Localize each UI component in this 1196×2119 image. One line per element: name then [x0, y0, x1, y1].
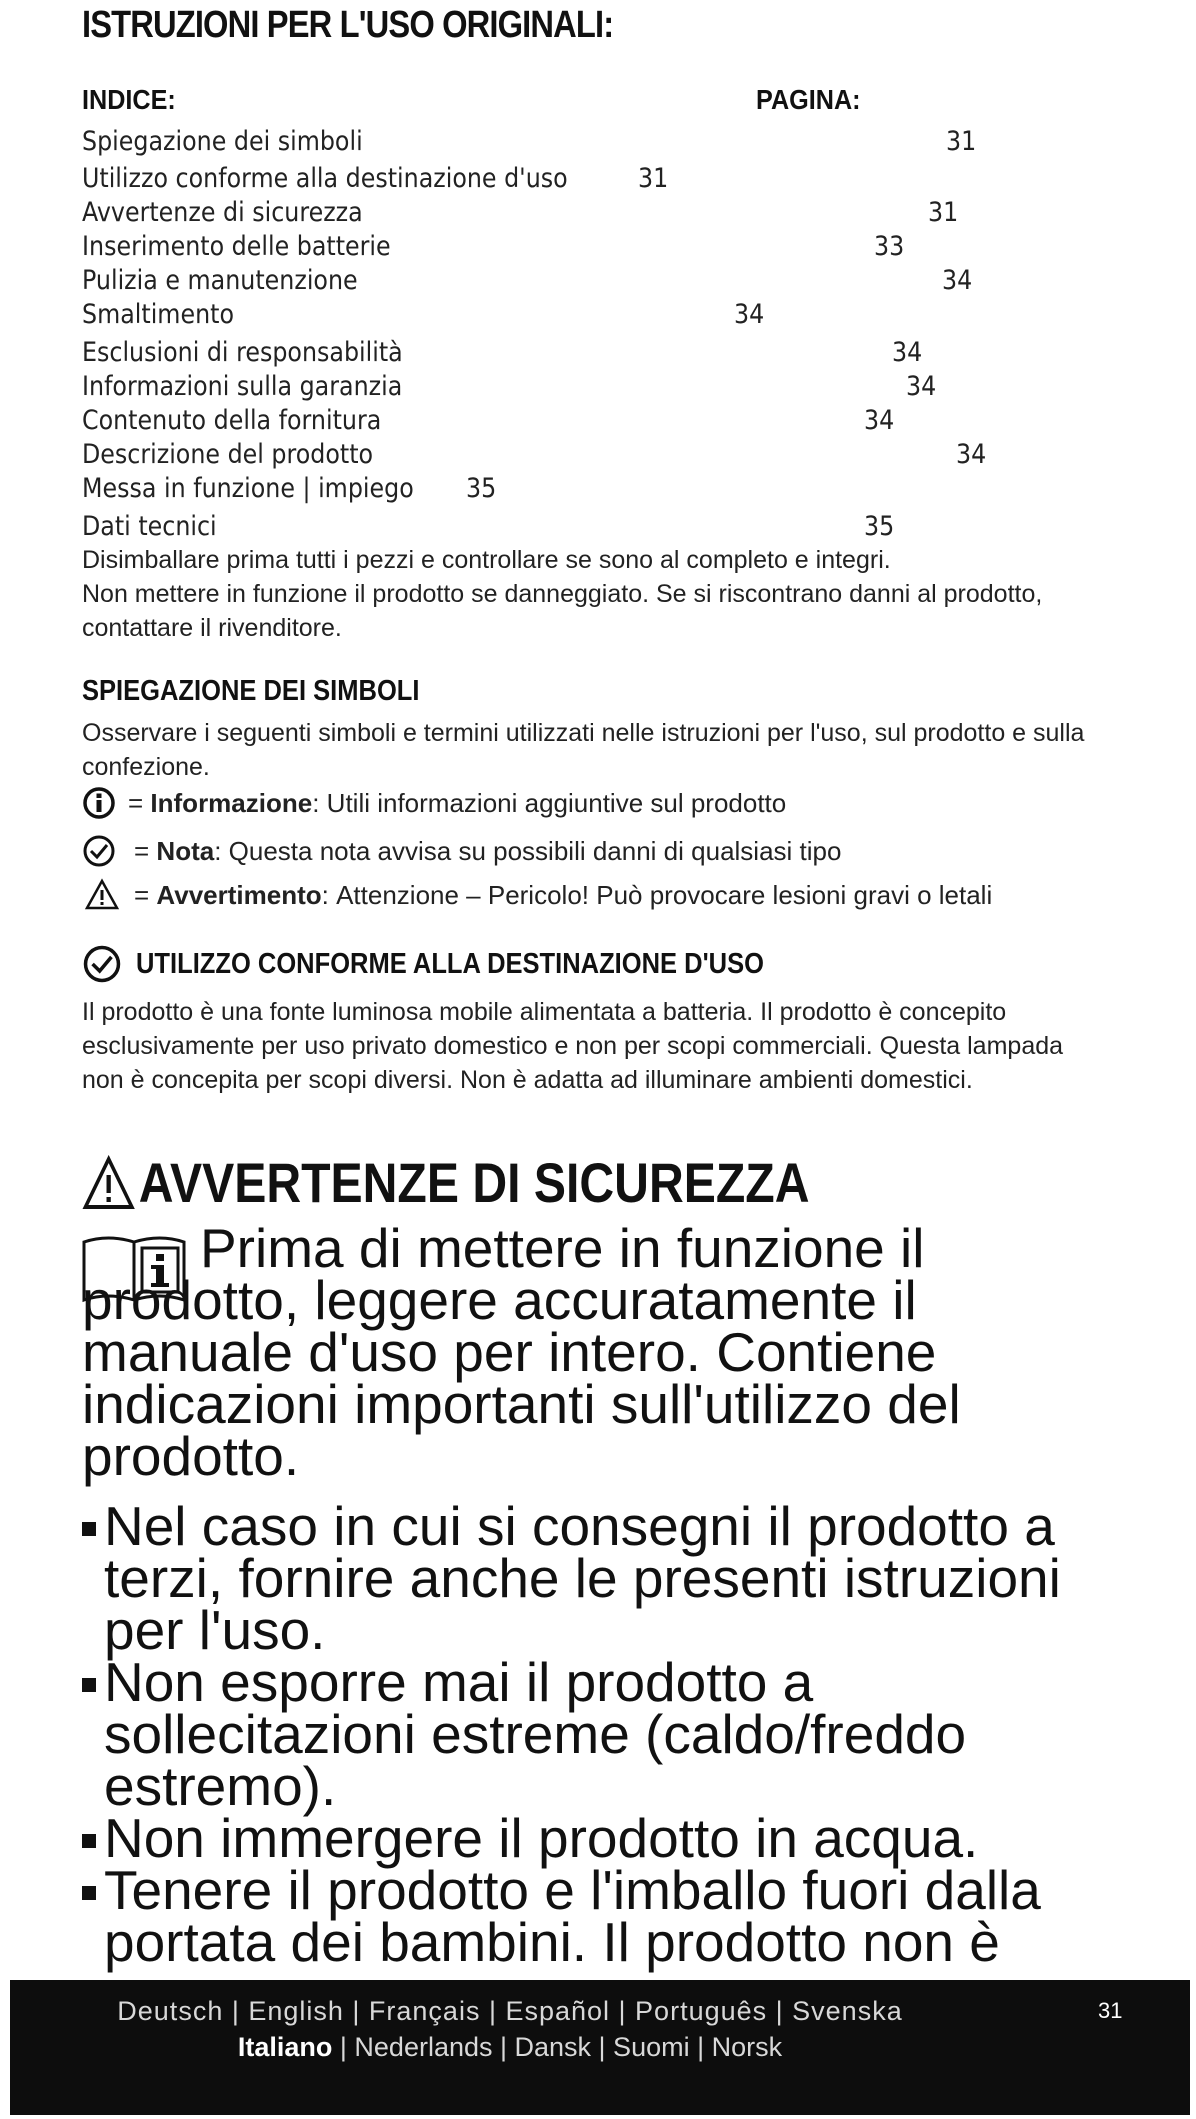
toc-entry-label: Dati tecnici — [82, 511, 217, 542]
toc-entry-label: Inserimento delle batterie — [82, 231, 391, 262]
symbol-text: Questa nota avvisa su possibili danni di qualsiasi tipo — [228, 835, 842, 866]
warning-icon — [82, 878, 122, 912]
check-icon — [82, 834, 116, 868]
intended-use-text: Il prodotto è una fonte luminosa mobile alimentata a batteria. Il prodotto è concepito esclusivamente per uso privato domestico e non per scopi commerciali. Questa lampada non è concepita per scopi diversi. Non è adatta ad illuminare ambienti domestici. — [82, 998, 1064, 1094]
bullet-text: Non immergere il prodotto in acqua. — [104, 1807, 979, 1869]
toc-entry-page: 34 — [864, 405, 895, 436]
info-icon — [82, 786, 116, 820]
toc-entry-label: Avvertenze di sicurezza — [82, 197, 363, 228]
toc-entry-page: 31 — [946, 126, 977, 157]
intended-use-heading: UTILIZZO CONFORME ALLA DESTINAZIONE D'USO — [136, 947, 764, 980]
safety-heading-row — [82, 1150, 809, 1215]
language-list-line2 — [10, 2032, 1010, 2063]
active-language: Italiano — [237, 2032, 333, 2062]
toc-entry-label: Spiegazione dei simboli — [82, 126, 363, 157]
toc-entry-page: 34 — [942, 265, 973, 296]
toc-entry-label: Esclusioni di responsabilità — [82, 337, 403, 368]
warning-icon — [82, 1155, 135, 1211]
list-item — [82, 1859, 1112, 1973]
toc-entry-label: Pulizia e manutenzione — [82, 265, 358, 296]
symbols-description: Osservare i seguenti simboli e termini utilizzati nelle istruzioni per l'uso, sul prodotto e sulla confezione. — [82, 719, 1085, 781]
symbol-term: Informazione — [150, 787, 313, 818]
language-list-rest: | Nederlands | Dansk | Suomi | Norsk — [332, 2032, 783, 2062]
symbol-term: Avvertimento — [156, 879, 322, 910]
symbol-term: Nota — [156, 835, 215, 866]
toc-entry-page: 34 — [956, 439, 987, 470]
bullet-text: Non esporre mai il prodotto a sollecitazioni estreme (caldo/freddo estremo). — [104, 1651, 967, 1817]
bullet-text: Tenere il prodotto e l'imballo fuori dalla portata dei bambini. Il prodotto non è — [104, 1859, 1041, 1973]
symbol-row-warning: = Avvertimento : Attenzione – Pericolo! Può provocare lesioni gravi o letali — [82, 878, 992, 912]
language-list-line1: Deutsch | English | Français | Español | Português | Svenska — [117, 1996, 903, 2026]
toc-entry-label: Descrizione del prodotto — [82, 439, 374, 470]
symbol-text: Utili informazioni aggiuntive sul prodotto — [326, 787, 787, 818]
toc-entry-page: 35 — [466, 473, 497, 504]
list-item — [82, 1651, 1112, 1817]
safety-lead-text: Prima di mettere in funzione il prodotto, leggere accuratamente il manuale d'uso per intero. Contiene indicazioni importanti sull'utilizzo del prodotto. — [82, 1217, 961, 1487]
toc-page-label: PAGINA: — [756, 84, 861, 115]
language-footer — [10, 1980, 1190, 2115]
safety-bullets — [82, 1495, 1112, 1973]
toc-entry-page: 34 — [734, 299, 765, 330]
toc-index-label: INDICE: — [82, 84, 176, 115]
symbols-heading: SPIEGAZIONE DEI SIMBOLI — [82, 675, 420, 707]
toc-entry-page: 35 — [864, 511, 895, 542]
list-item — [82, 1495, 1112, 1661]
safety-heading: AVVERTENZE DI SICUREZZA — [138, 1151, 810, 1214]
toc-entry-label: Utilizzo conforme alla destinazione d'uso — [82, 163, 568, 194]
toc-entry-page: 34 — [892, 337, 923, 368]
toc-entry-label: Informazioni sulla garanzia — [82, 371, 403, 402]
bullet-text: Nel caso in cui si consegni il prodotto a terzi, fornire anche le presenti istruzioni per l'uso. — [104, 1495, 1061, 1661]
intended-use-header — [82, 944, 850, 984]
page-number: 31 — [1098, 1998, 1123, 2023]
document-title: ISTRUZIONI PER L'USO ORIGINALI: — [82, 4, 614, 46]
intro-check-text: Disimballare prima tutti i pezzi e controllare se sono al completo e integri. — [82, 546, 891, 574]
symbol-row-info: = Informazione : Utili informazioni aggiuntive sul prodotto — [82, 786, 786, 820]
toc-entry-page: 34 — [906, 371, 937, 402]
toc-entry-label: Contenuto della fornitura — [82, 405, 382, 436]
toc-entry-page: 31 — [638, 163, 669, 194]
intro-damage-text: Non mettere in funzione il prodotto se danneggiato. Se si riscontrano danni al prodotto, contattare il rivenditore. — [82, 580, 1043, 642]
symbol-row-note: = Nota : Questa nota avvisa su possibili danni di qualsiasi tipo — [82, 834, 841, 868]
toc-entry-page: 31 — [928, 197, 959, 228]
check-icon — [82, 944, 122, 984]
list-item — [82, 1807, 1112, 1869]
symbol-text: Attenzione – Pericolo! Può provocare lesioni gravi o letali — [336, 879, 993, 910]
toc-entry-label: Messa in funzione | impiego — [82, 473, 414, 504]
toc-entry-page: 33 — [874, 231, 905, 262]
toc-entry-label: Smaltimento — [82, 299, 234, 330]
